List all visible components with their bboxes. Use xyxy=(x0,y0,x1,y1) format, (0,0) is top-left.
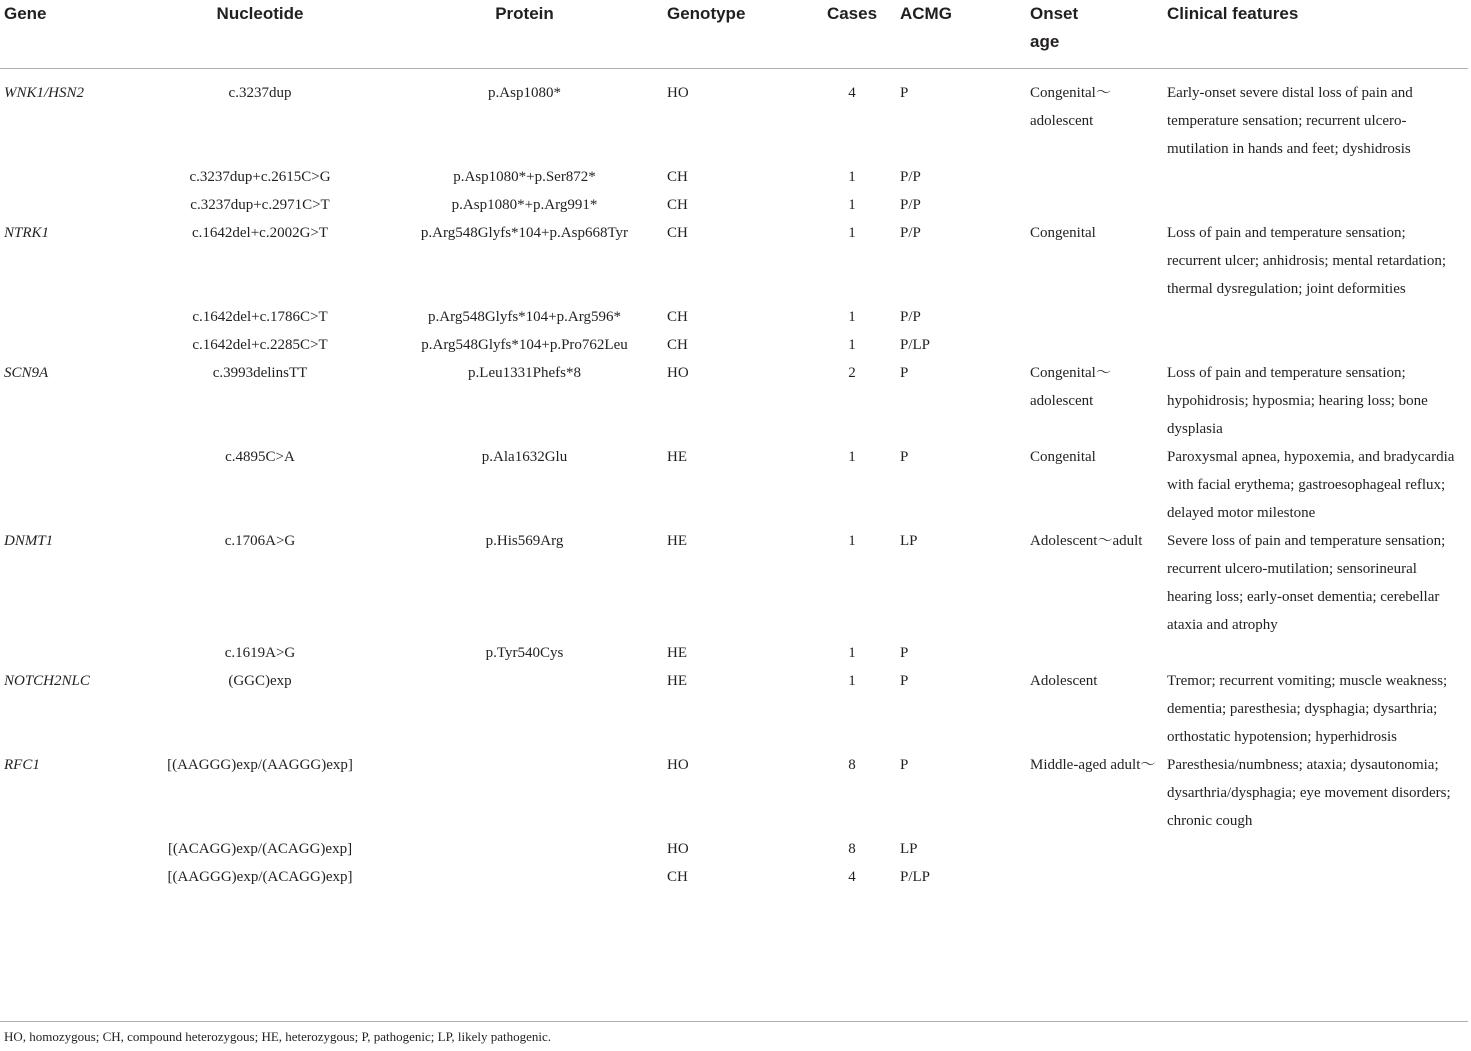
cell-clinical-features xyxy=(1167,863,1468,891)
cell-cases: 1 xyxy=(848,533,856,549)
cell-gene: NTRK1 xyxy=(4,225,50,241)
cell-genotype: HO xyxy=(667,757,689,773)
cell-onset-age xyxy=(1030,191,1167,219)
cell-gene xyxy=(0,303,138,331)
col-header-onset-age xyxy=(1030,0,1167,69)
cell-acmg: P/LP xyxy=(900,337,931,353)
cell-onset-age: Congenital xyxy=(1030,225,1096,241)
cell-clinical-features xyxy=(1167,835,1468,863)
cell-genotype: HE xyxy=(667,533,687,549)
cell-gene: DNMT1 xyxy=(4,533,54,549)
cell-acmg: P xyxy=(900,673,909,689)
cell-cases: 1 xyxy=(848,197,856,213)
cell-gene xyxy=(0,639,138,667)
cell-gene: RFC1 xyxy=(4,757,40,773)
cell-clinical-features: Paresthesia/numbness; ataxia; dysautonomia; dysarthria/dysphagia; eye movement disorders; chronic cough xyxy=(1167,757,1451,829)
col-header-gene: Gene xyxy=(0,0,138,69)
cell-cases: 4 xyxy=(848,85,856,101)
table-row xyxy=(0,331,1468,359)
cell-gene: NOTCH2NLC xyxy=(4,673,90,689)
header-row xyxy=(0,0,1468,69)
cell-acmg: P/P xyxy=(900,169,921,185)
cell-protein: p.Arg548Glyfs*104+p.Pro762Leu xyxy=(421,337,628,353)
cell-genotype: CH xyxy=(667,309,688,325)
cell-clinical-features: Paroxysmal apnea, hypoxemia, and bradycardia with facial erythema; gastroesophageal reflux; delayed motor milestone xyxy=(1167,449,1455,521)
cell-acmg: P xyxy=(900,645,909,661)
cell-clinical-features xyxy=(1167,191,1468,219)
cell-clinical-features: Loss of pain and temperature sensation; recurrent ulcer; anhidrosis; mental retardation; thermal dysregulation; joint deformities xyxy=(1167,225,1447,297)
cell-onset-age xyxy=(1030,863,1167,891)
cell-onset-age xyxy=(1030,639,1167,667)
table-body xyxy=(0,69,1468,892)
cell-acmg: P/P xyxy=(900,225,921,241)
cell-onset-age xyxy=(1030,163,1167,191)
col-header-genotype: Genotype xyxy=(667,0,804,69)
col-header-onset-line1: Onset xyxy=(1030,4,1079,23)
cell-protein xyxy=(382,835,667,863)
cell-acmg: LP xyxy=(900,841,918,857)
cell-genotype: HE xyxy=(667,645,687,661)
cell-nucleotide: [(AAGGG)exp/(AAGGG)exp] xyxy=(167,757,353,773)
table-row xyxy=(0,863,1468,891)
cell-protein: p.Asp1080*+p.Arg991* xyxy=(451,197,598,213)
table-row xyxy=(0,639,1468,667)
cell-clinical-features xyxy=(1167,163,1468,191)
cell-onset-age: Congenital～adolescent xyxy=(1030,365,1111,409)
cell-cases: 1 xyxy=(848,645,856,661)
cell-clinical-features: Loss of pain and temperature sensation; hypohidrosis; hyposmia; hearing loss; bone dysplasia xyxy=(1167,365,1428,437)
col-header-protein: Protein xyxy=(382,0,667,69)
cell-cases: 1 xyxy=(848,449,856,465)
cell-clinical-features: Tremor; recurrent vomiting; muscle weakness; dementia; paresthesia; dysphagia; dysarthria; orthostatic hypotension; hyperhidrosis xyxy=(1167,673,1448,745)
cell-clinical-features: Severe loss of pain and temperature sensation; recurrent ulcero-mutilation; sensorineural hearing loss; early-onset dementia; cerebellar ataxia and atrophy xyxy=(1167,533,1446,633)
cell-nucleotide: c.1706A>G xyxy=(224,533,296,549)
table-row xyxy=(0,667,1468,751)
cell-cases: 8 xyxy=(848,841,856,857)
col-header-nucleotide: Nucleotide xyxy=(138,0,382,69)
cell-protein xyxy=(382,751,667,835)
cell-acmg: P xyxy=(900,449,909,465)
cell-onset-age xyxy=(1030,835,1167,863)
col-header-clinical-features: Clinical features xyxy=(1167,0,1468,69)
cell-protein xyxy=(382,667,667,751)
cell-acmg: P xyxy=(900,85,909,101)
cell-nucleotide: [(ACAGG)exp/(ACAGG)exp] xyxy=(167,841,353,857)
cell-acmg: P/LP xyxy=(900,869,931,885)
cell-genotype: HO xyxy=(667,365,689,381)
cell-nucleotide: c.3237dup+c.2615C>G xyxy=(189,169,331,185)
cell-nucleotide: c.4895C>A xyxy=(225,449,295,465)
cell-protein: p.Leu1331Phefs*8 xyxy=(468,365,581,381)
cell-nucleotide: c.3237dup xyxy=(228,85,292,101)
table-row xyxy=(0,219,1468,303)
cell-gene xyxy=(0,835,138,863)
cell-genotype: HO xyxy=(667,841,689,857)
table-footnote: HO, homozygous; CH, compound heterozygous; HE, heterozygous; P, pathogenic; LP, likely pathogenic. xyxy=(4,1029,551,1044)
cell-nucleotide: c.1642del+c.2285C>T xyxy=(192,337,328,353)
cell-onset-age xyxy=(1030,331,1167,359)
cell-onset-age xyxy=(1030,303,1167,331)
cell-clinical-features: Early-onset severe distal loss of pain and temperature sensation; recurrent ulcero-mutilation in hands and feet; dyshidrosis xyxy=(1167,85,1413,157)
cell-nucleotide: c.1619A>G xyxy=(224,645,296,661)
cell-onset-age: Congenital xyxy=(1030,449,1096,465)
col-header-acmg: ACMG xyxy=(900,0,1030,69)
cell-cases: 1 xyxy=(848,169,856,185)
table-row xyxy=(0,527,1468,639)
cell-cases: 1 xyxy=(848,309,856,325)
cell-protein: p.His569Arg xyxy=(485,533,564,549)
table-row xyxy=(0,303,1468,331)
cell-genotype: CH xyxy=(667,869,688,885)
cell-genotype: CH xyxy=(667,197,688,213)
cell-acmg: LP xyxy=(900,533,918,549)
cell-cases: 1 xyxy=(848,225,856,241)
cell-cases: 1 xyxy=(848,337,856,353)
cell-genotype: HE xyxy=(667,449,687,465)
cell-nucleotide: c.3237dup+c.2971C>T xyxy=(190,197,330,213)
col-header-onset-line2: age xyxy=(1030,32,1060,51)
cell-cases: 4 xyxy=(848,869,856,885)
cell-gene xyxy=(0,163,138,191)
cell-clinical-features xyxy=(1167,639,1468,667)
cell-cases: 8 xyxy=(848,757,856,773)
cell-gene xyxy=(0,863,138,891)
table-header xyxy=(0,0,1468,69)
cell-gene xyxy=(0,331,138,359)
cell-genotype: CH xyxy=(667,337,688,353)
cell-nucleotide: c.3993delinsTT xyxy=(212,365,308,381)
col-header-cases: Cases xyxy=(804,0,900,69)
cell-genotype: HO xyxy=(667,85,689,101)
cell-onset-age: Congenital～adolescent xyxy=(1030,85,1111,129)
cell-cases: 2 xyxy=(848,365,856,381)
cell-cases: 1 xyxy=(848,673,856,689)
cell-protein: p.Asp1080*+p.Ser872* xyxy=(453,169,596,185)
table-row xyxy=(0,191,1468,219)
cell-genotype: CH xyxy=(667,225,688,241)
table-row xyxy=(0,163,1468,191)
cell-onset-age: Adolescent xyxy=(1030,673,1098,689)
cell-clinical-features xyxy=(1167,303,1468,331)
cell-protein: p.Arg548Glyfs*104+p.Asp668Tyr xyxy=(420,225,629,241)
cell-onset-age: Adolescent～adult xyxy=(1030,533,1143,549)
cell-protein: p.Ala1632Glu xyxy=(481,449,568,465)
cell-gene: WNK1/HSN2 xyxy=(4,85,85,101)
cell-protein: p.Asp1080* xyxy=(488,85,561,101)
cell-clinical-features xyxy=(1167,331,1468,359)
table-row xyxy=(0,751,1468,835)
table-row xyxy=(0,359,1468,443)
table-row xyxy=(0,835,1468,863)
cell-genotype: CH xyxy=(667,169,688,185)
cell-genotype: HE xyxy=(667,673,687,689)
cell-acmg: P xyxy=(900,757,909,773)
cell-acmg: P xyxy=(900,365,909,381)
cell-nucleotide: (GGC)exp xyxy=(228,673,292,689)
cell-protein xyxy=(382,863,667,891)
cell-gene xyxy=(0,443,138,527)
table-bottom-rule xyxy=(0,1021,1468,1022)
cell-gene xyxy=(0,191,138,219)
cell-nucleotide: c.1642del+c.2002G>T xyxy=(191,225,329,241)
table-row xyxy=(0,69,1468,164)
cell-nucleotide: [(AAGGG)exp/(ACAGG)exp] xyxy=(167,869,353,885)
cell-gene: SCN9A xyxy=(4,365,49,381)
cell-acmg: P/P xyxy=(900,197,921,213)
cell-nucleotide: c.1642del+c.1786C>T xyxy=(192,309,328,325)
cell-onset-age: Middle-aged adult～ xyxy=(1030,757,1156,773)
cell-protein: p.Arg548Glyfs*104+p.Arg596* xyxy=(428,309,621,325)
table-row xyxy=(0,443,1468,527)
cell-acmg: P/P xyxy=(900,309,921,325)
cell-protein: p.Tyr540Cys xyxy=(485,645,564,661)
